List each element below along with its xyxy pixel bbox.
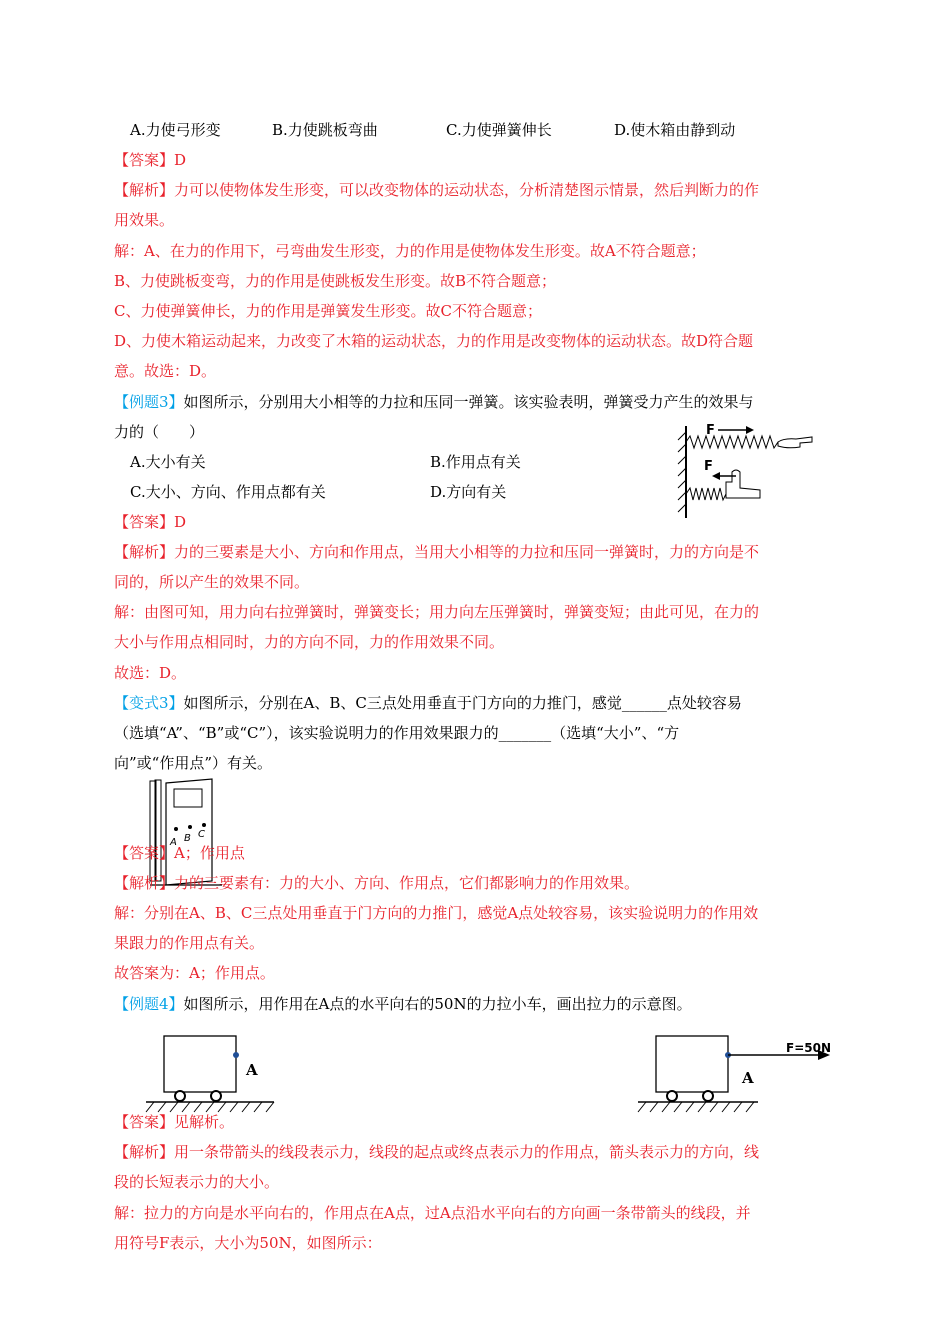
analysis-tag: 【解析】 [114,543,175,561]
answer-tag: 【答案】 [114,844,175,862]
solution-line: 果跟力的作用点有关。 [114,934,265,952]
analysis-text-cont: 用效果。 [114,211,175,229]
example3-question [114,392,754,412]
option-c: C.力使弹簧伸长 [446,121,552,139]
solution-line: 解：拉力的方向是水平向右的，作用点在A点，过A点沿水平向右的方向画一条带箭头的线段，并 [114,1204,751,1222]
analysis-line [114,873,639,893]
analysis-tag: 【解析】 [114,874,175,892]
option-b: B.作用点有关 [430,453,521,471]
answer-line [114,150,186,170]
solution-line: 解：A、在力的作用下，弓弯曲发生形变，力的作用是使物体发生形变。故A不符合题意； [114,242,706,260]
analysis-text-cont: 同的，所以产生的效果不同。 [114,573,310,591]
option-d: D.使木箱由静到动 [614,121,736,139]
question-text-cont: 力的（ ） [114,423,205,441]
solution-line: 用符号F表示，大小为50N，如图所示： [114,1234,382,1252]
question-text: 如图所示，分别在A、B、C三点处用垂直于门方向的力推门，感觉______点处较容易 [183,694,742,712]
example4-question [114,994,692,1014]
answer-value: 见解析。 [174,1113,235,1131]
question-text: 如图所示，用作用在A点的水平向右的50N的力拉小车，画出拉力的示意图。 [183,995,692,1013]
answer-tag: 【答案】 [114,151,175,169]
analysis-line [114,542,759,562]
example3-tag: 【例题3】 [114,393,184,411]
option-d: D.方向有关 [430,483,507,501]
solution-line: 故选：D。 [114,664,187,682]
solution-line: C、力使弹簧伸长，力的作用是弹簧发生形变。故C不符合题意； [114,302,542,320]
point-label-a: A [170,837,177,848]
analysis-text-cont: 段的长短表示力的大小。 [114,1173,280,1191]
solution-line: 大小与作用点相同时，力的方向不同，力的作用效果不同。 [114,633,505,651]
answer-value: A；作用点 [174,844,245,862]
analysis-line [114,1142,759,1162]
analysis-tag: 【解析】 [114,1143,175,1161]
question-text: 如图所示，分别用大小相等的力拉和压同一弹簧。该实验表明，弹簧受力产生的效果与 [183,393,754,411]
force-label: F=50N [786,1041,831,1055]
force-label-bottom: F [704,459,713,474]
analysis-tag: 【解析】 [114,181,175,199]
point-label-b: B [184,833,191,844]
analysis-text: 力的三要素有：力的大小、方向、作用点，它们都影响力的作用效果。 [174,874,640,892]
answer-tag: 【答案】 [114,1113,175,1131]
option-a: A.大小有关 [130,453,206,471]
solution-line: 意。故选：D。 [114,362,217,380]
analysis-line [114,180,759,200]
question-text-cont: （选填“A”、“B”或“C”），该实验说明力的作用效果跟力的_______（选填“大小”、“方 [114,724,680,742]
answer-line [114,512,186,532]
solution-line: 解：由图可知，用力向右拉弹簧时，弹簧变长；用力向左压弹簧时，弹簧变短；由此可见，在力的 [114,603,760,621]
option-c: C.大小、方向、作用点都有关 [130,483,326,501]
point-label-c: C [198,829,205,840]
solution-line: 解：分别在A、B、C三点处用垂直于门方向的力推门，感觉A点处较容易，该实验说明力的作用效 [114,904,759,922]
solution-line: D、力使木箱运动起来，力改变了木箱的运动状态，力的作用是改变物体的运动状态。故D符合题 [114,332,754,350]
point-label-a: A [246,1061,258,1079]
question-text-cont: 向”或“作用点”）有关。 [114,754,273,772]
option-b: B.力使跳板弯曲 [272,121,378,139]
spring-figure [672,418,822,520]
solution-line: 故答案为：A；作用点。 [114,964,275,982]
cart-figure-right [634,1030,844,1114]
force-label-top: F [706,423,715,438]
solution-line: B、力使跳板变弯，力的作用是使跳板发生形变。故B不符合题意； [114,272,557,290]
option-a: A.力使弓形变 [130,121,221,139]
answer-line [114,1112,234,1132]
variant3-question [114,693,742,713]
cart-figure-left [142,1030,282,1124]
point-label-a: A [742,1069,754,1087]
analysis-text: 力可以使物体发生形变，可以改变物体的运动状态，分析清楚图示情景，然后判断力的作 [174,181,760,199]
analysis-text: 力的三要素是大小、方向和作用点，当用大小相等的力拉和压同一弹簧时，力的方向是不 [174,543,760,561]
analysis-text: 用一条带箭头的线段表示力，线段的起点或终点表示力的作用点，箭头表示力的方向，线 [174,1143,760,1161]
example4-tag: 【例题4】 [114,995,184,1013]
answer-value: D [174,513,187,531]
variant3-tag: 【变式3】 [114,694,184,712]
answer-value: D [174,151,187,169]
answer-line [114,843,245,863]
answer-tag: 【答案】 [114,513,175,531]
